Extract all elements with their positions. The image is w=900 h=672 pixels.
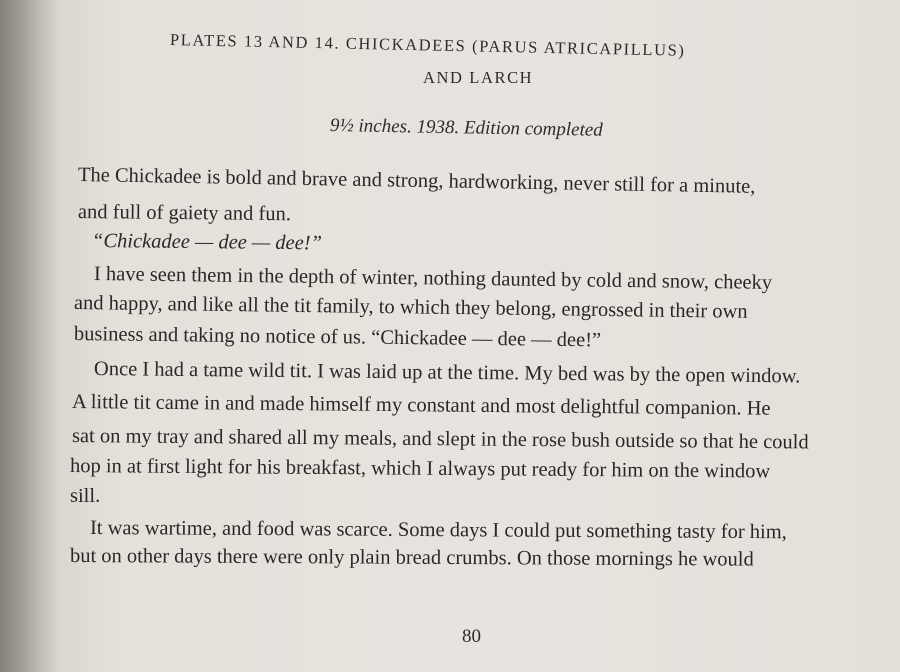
body-line: I have seen them in the depth of winter, nothing daunted by cold and snow, cheeky: [93, 263, 773, 294]
body-line: A little tit came in and made himself my constant and most delightful companion. He: [71, 391, 771, 420]
body-line: The Chickadee is bold and brave and strong, hardworking, never still for a minute,: [77, 164, 756, 198]
plate-subheading: 9½ inches. 1938. Edition completed: [329, 115, 603, 141]
body-line: and full of gaiety and fun.: [77, 201, 292, 226]
body-line: and happy, and like all the tit family, to which they belong, engrossed in their own: [73, 292, 748, 323]
body-line: Once I had a tame wild tit. I was laid up at the time. My bed was by the open window.: [93, 358, 801, 388]
body-line: “Chickadee — dee — dee!”: [91, 230, 323, 255]
plate-heading-line-1: PLATES 13 AND 14. CHICKADEES (PARUS ATRICAPILLUS): [169, 30, 686, 60]
body-line: sill.: [70, 485, 101, 507]
body-line: sat on my tray and shared all my meals, and slept in the rose bush outside so that he could: [71, 425, 809, 454]
page-number: 80: [462, 626, 481, 647]
body-line: It was wartime, and food was scarce. Some days I could put something tasty for him,: [89, 517, 787, 544]
body-line: but on other days there were only plain bread crumbs. On those mornings he would: [69, 545, 754, 571]
body-line: business and taking no notice of us. “Chickadee — dee — dee!”: [73, 323, 602, 352]
plate-heading-line-2: AND LARCH: [423, 68, 534, 87]
body-line: hop in at first light for his breakfast, which I always put ready for him on the window: [69, 455, 771, 483]
